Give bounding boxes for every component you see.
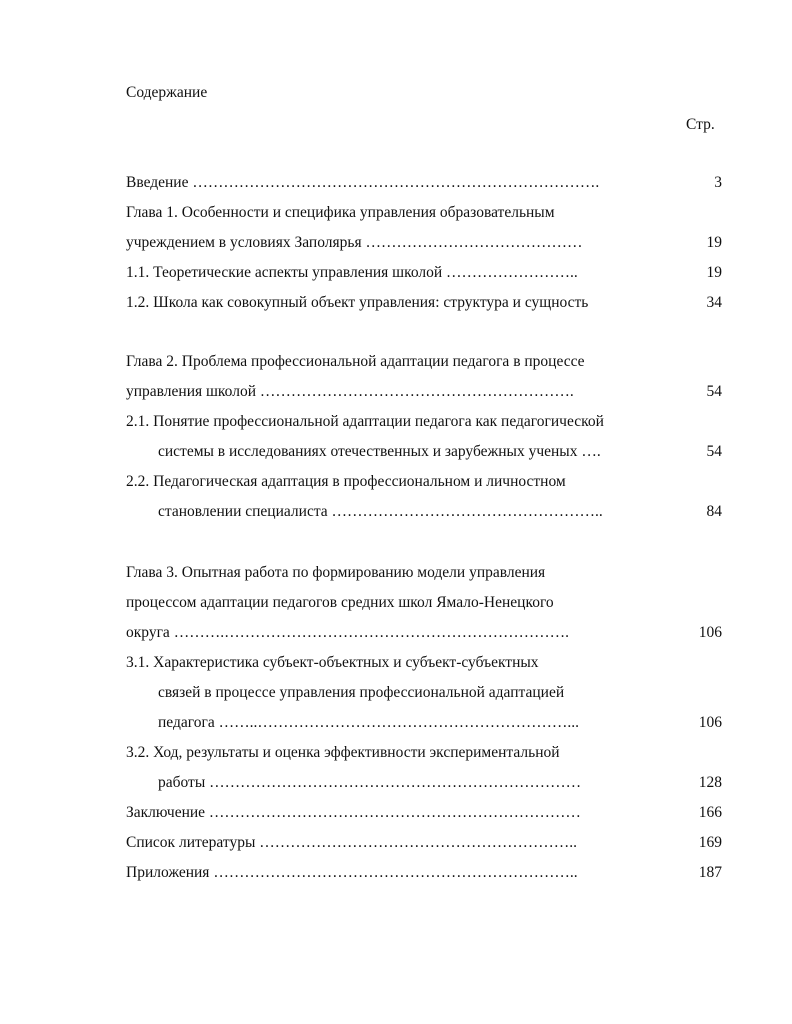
- toc-entry-2-1: 2.1. Понятие профессиональной адаптации педагога как педагогической: [126, 413, 604, 430]
- toc-page-number: 19: [706, 234, 722, 251]
- toc-entry-chapter-3-cont: процессом адаптации педагогов средних школ Ямало-Ненецкого: [126, 594, 554, 611]
- toc-page-number: 54: [706, 443, 722, 460]
- toc-page-number: 106: [698, 714, 722, 731]
- toc-entry-references: Список литературы ……………………………………………………..: [126, 834, 577, 851]
- toc-entry-chapter-2: Глава 2. Проблема профессиональной адаптации педагога в процессе: [126, 353, 585, 370]
- page-column-label: Стр.: [686, 116, 715, 133]
- toc-entry-3-2: 3.2. Ход, результаты и оценка эффективности экспериментальной: [126, 744, 560, 761]
- toc-heading: Содержание: [126, 84, 208, 101]
- toc-page-number: 169: [698, 834, 722, 851]
- toc-page-number: 3: [714, 174, 722, 191]
- toc-entry-chapter-3-cont: округа ……….………………………………………………………….: [126, 624, 569, 641]
- toc-entry-2-1-cont: системы в исследованиях отечественных и зарубежных ученых ….: [158, 443, 601, 460]
- toc-entry-2-2-cont: становлении специалиста ……………………………………………..: [158, 503, 603, 520]
- toc-entry-2-2: 2.2. Педагогическая адаптация в профессиональном и личностном: [126, 473, 566, 490]
- toc-page-number: 19: [706, 264, 722, 281]
- toc-page-number: 187: [698, 864, 722, 881]
- toc-entry-chapter-1: Глава 1. Особенности и специфика управления образовательным: [126, 204, 555, 221]
- toc-entry-conclusion: Заключение ………………………………………………………………: [126, 804, 581, 821]
- toc-entry-3-1-cont: связей в процессе управления профессиональной адаптацией: [158, 684, 565, 701]
- toc-entry-chapter-1-cont: учреждением в условиях Заполярья ……………………………………: [126, 234, 583, 251]
- toc-page-number: 84: [706, 503, 722, 520]
- toc-entry-1-1: 1.1. Теоретические аспекты управления школой ……………………..: [126, 264, 578, 281]
- toc-entry-3-1-cont: педагога ……..……………………………………………………...: [158, 714, 579, 731]
- toc-page-number: 54: [706, 383, 722, 400]
- toc-entry-chapter-3: Глава 3. Опытная работа по формированию модели управления: [126, 564, 546, 581]
- toc-entry-3-1: 3.1. Характеристика субъект-объектных и субъект-субъектных: [126, 654, 539, 671]
- toc-page-number: 34: [706, 294, 722, 311]
- toc-page-number: 106: [698, 624, 722, 641]
- toc-page-number: 166: [698, 804, 722, 821]
- toc-entry-1-2: 1.2. Школа как совокупный объект управления: структура и сущность: [126, 294, 589, 311]
- toc-entry-appendices: Приложения ……………………………………………………………..: [126, 864, 578, 881]
- toc-entry-intro: Введение …………………………………………………………………….: [126, 174, 600, 191]
- toc-page-number: 128: [698, 774, 722, 791]
- toc-entry-chapter-2-cont: управления школой …………………………………………………….: [126, 383, 574, 400]
- toc-entry-3-2-cont: работы ………………………………………………………………: [158, 774, 582, 791]
